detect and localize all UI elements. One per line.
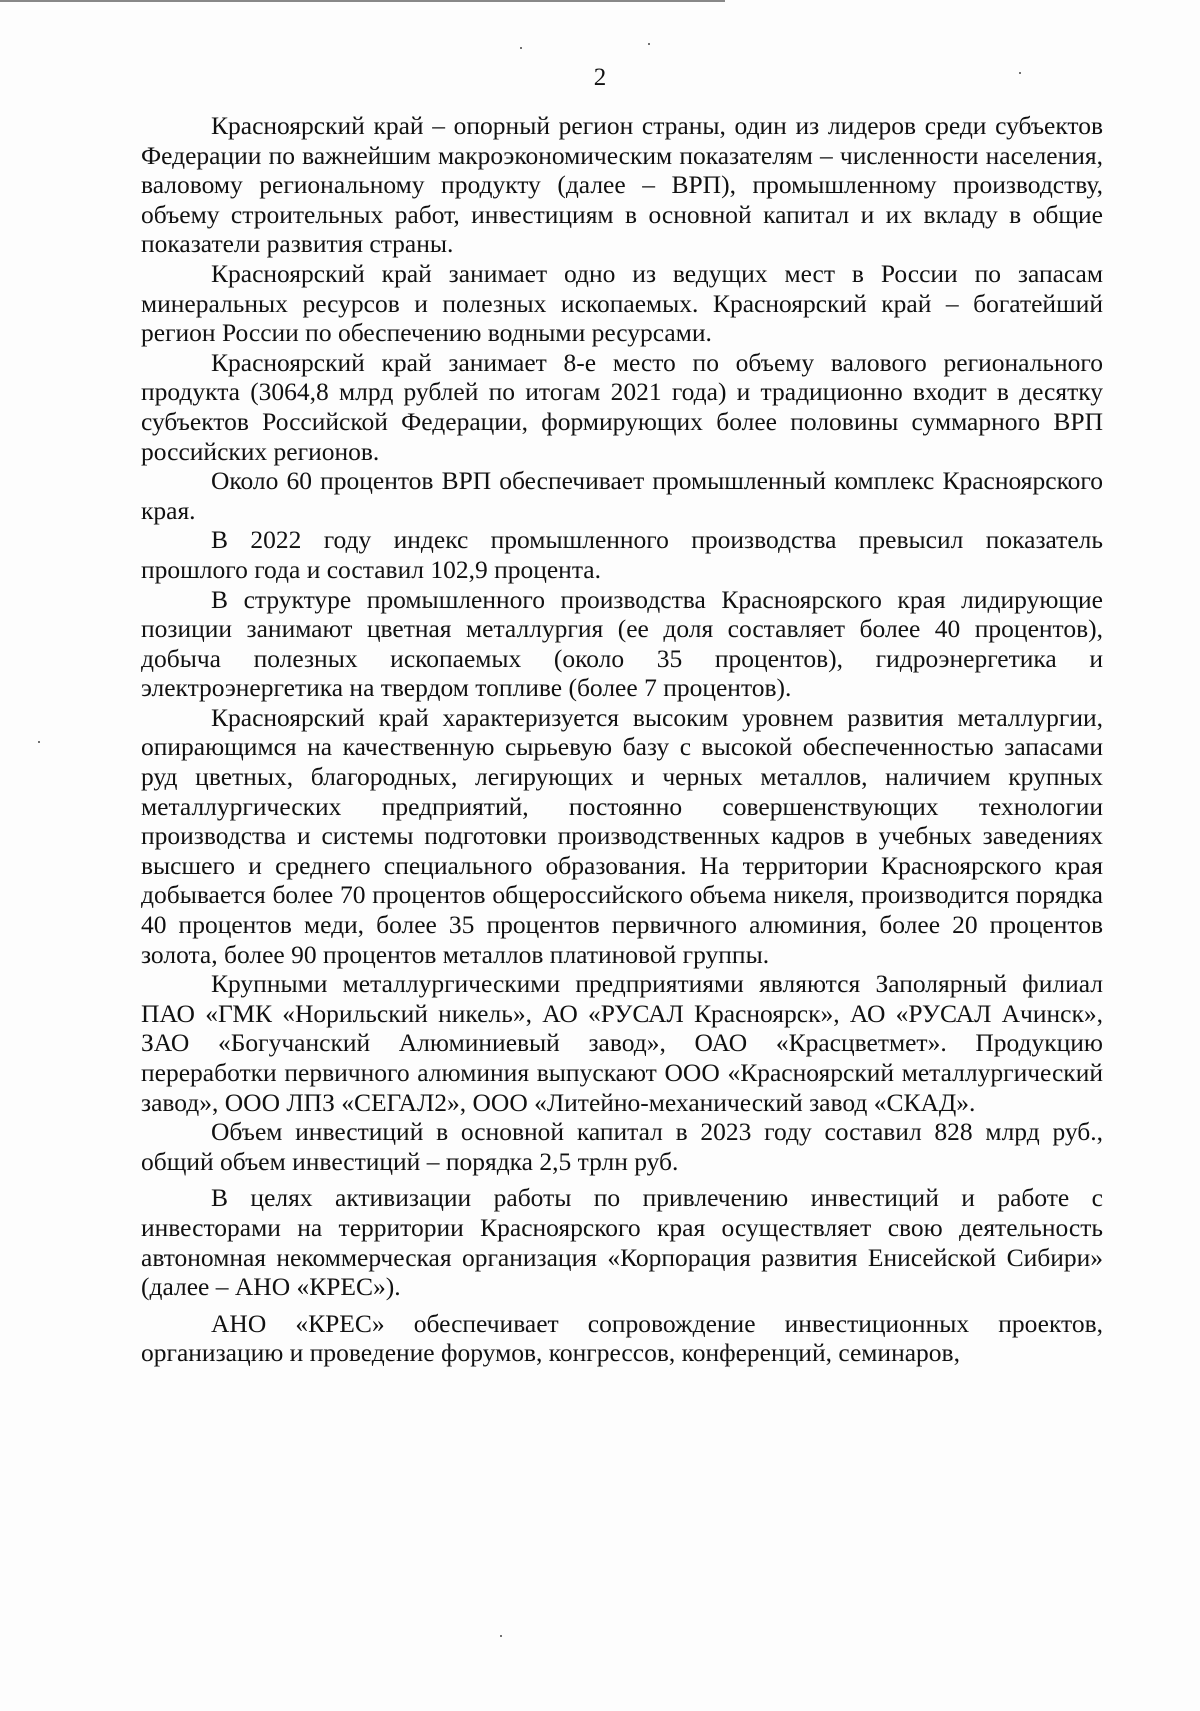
scan-speck xyxy=(38,741,40,743)
paragraph: Красноярский край занимает 8-е место по объему валового регионального продукта (3064,8 млрд рублей по итогам 2021 года) и традиционно входит в десятку субъектов Российской Федерации, формирующих более половины суммарного ВРП российских регионов. xyxy=(141,347,1103,466)
paragraph: Красноярский край характеризуется высоким уровнем развития металлургии, опирающимся на качественную сырьевую базу с высокой обеспеченностью запасами руд цветных, благородных, легирующих и черных металлов, наличием крупных металлургических предприятий, постоянно совершенствующих технологии производства и системы подготовки производственных кадров в учебных заведениях высшего и среднего специального образования. На территории Красноярского края добывается более 70 процентов общероссийского объема никеля, производится порядка 40 процентов меди, более 35 процентов первичного алюминия, более 20 процентов золота, более 90 процентов металлов платиновой группы. xyxy=(141,702,1103,969)
paragraph: Красноярский край – опорный регион страны, один из лидеров среди субъектов Федерации по важнейшим макроэкономическим показателям – численности населения, валовому региональному продукту (далее – ВРП), промышленному производству, объему строительных работ, инвестициям в основной капитал и их вкладу в общие показатели развития страны. xyxy=(141,111,1103,259)
paragraph: В структуре промышленного производства Красноярского края лидирующие позиции занимают цветная металлургия (ее доля составляет более 40 процентов), добыча полезных ископаемых (около 35 процентов), гидроэнергетика и электроэнергетика на твердом топливе (более 7 процентов). xyxy=(141,584,1103,703)
paragraph: В 2022 году индекс промышленного производства превысил показатель прошлого года и составил 102,9 процента. xyxy=(141,525,1103,584)
top-edge-rule xyxy=(0,0,725,2)
body-text xyxy=(141,111,1103,1368)
paragraph: В целях активизации работы по привлечению инвестиций и работе с инвесторами на территории Красноярского края осуществляет свою деятельность автономная некоммерческая организация «Корпорация развития Енисейской Сибири» (далее – АНО «КРЕС»). xyxy=(141,1183,1103,1302)
paragraph: Объем инвестиций в основной капитал в 2023 году составил 828 млрд руб., общий объем инвестиций – порядка 2,5 трлн руб. xyxy=(141,1117,1103,1176)
page-number: 2 xyxy=(593,64,607,91)
scan-speck xyxy=(520,47,522,49)
paragraph: Крупными металлургическими предприятиями являются Заполярный филиал ПАО «ГМК «Норильский никель», АО «РУСАЛ Красноярск», АО «РУСАЛ Ачинск», ЗАО «Богучанский Алюминиевый завод», ОАО «Красцветмет». Продукцию переработки первичного алюминия выпускают ООО «Красноярский металлургический завод», ООО ЛПЗ «СЕГАЛ2», ООО «Литейно-механический завод «СКАД». xyxy=(141,969,1103,1117)
paragraph: Красноярский край занимает одно из ведущих мест в России по запасам минеральных ресурсов и полезных ископаемых. Красноярский край – богатейший регион России по обеспечению водными ресурсами. xyxy=(141,258,1103,348)
paragraph: Около 60 процентов ВРП обеспечивает промышленный комплекс Красноярского края. xyxy=(141,466,1103,525)
paragraph: АНО «КРЕС» обеспечивает сопровождение инвестиционных проектов, организацию и проведение форумов, конгрессов, конференций, семинаров, xyxy=(141,1308,1103,1368)
scan-speck xyxy=(500,1635,502,1637)
scan-speck xyxy=(648,43,650,45)
